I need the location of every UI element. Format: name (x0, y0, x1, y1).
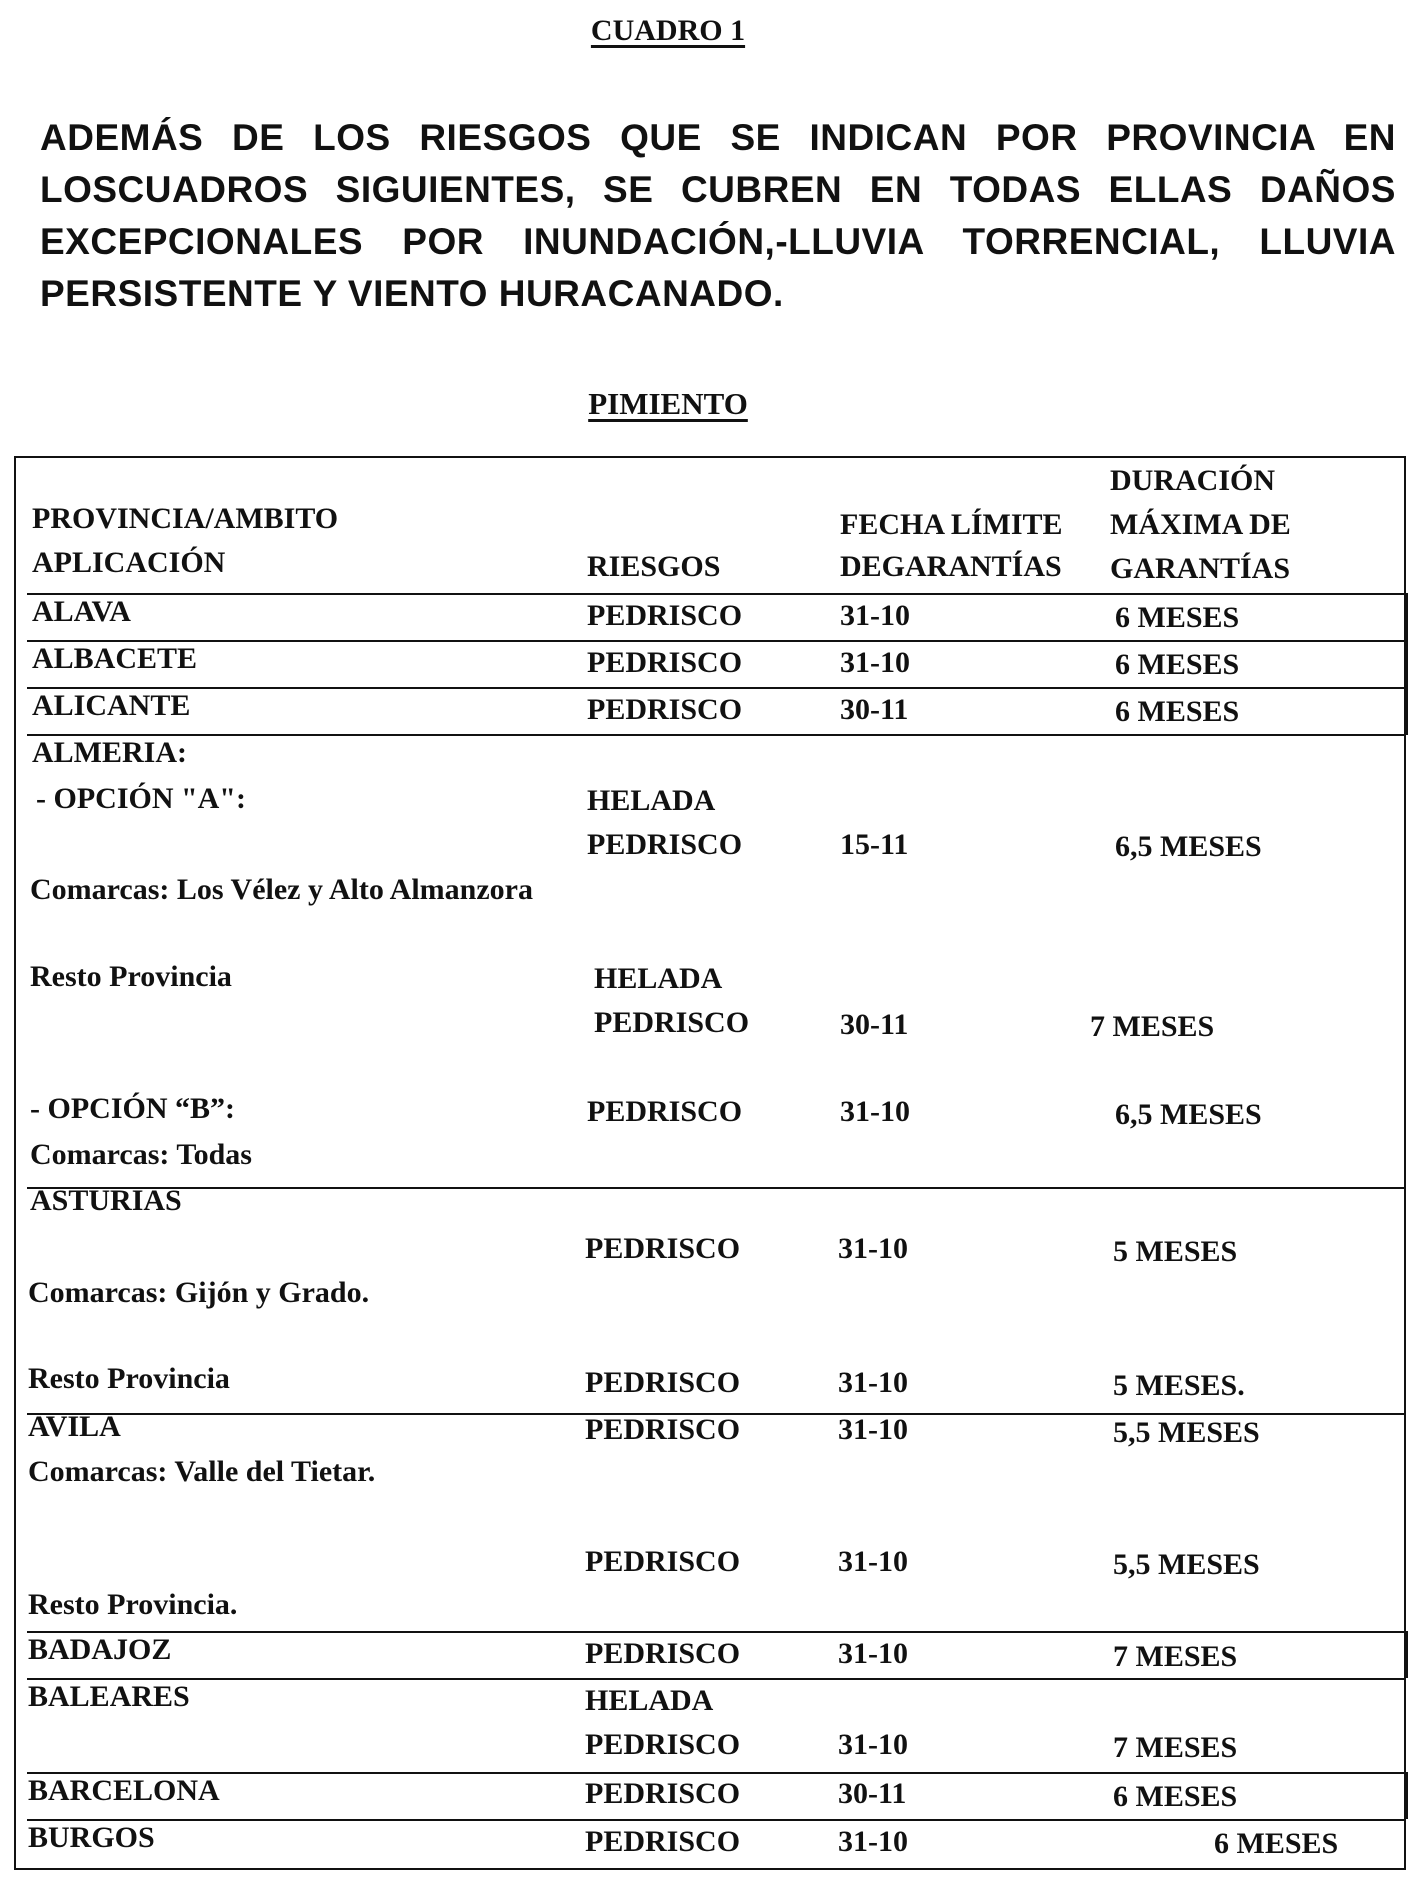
row-almeria-opcion-b: - OPCIÓN “B”: (30, 1092, 235, 1125)
row-alava-riesgo: PEDRISCO (587, 599, 743, 632)
row-burgos-provincia: BURGOS (28, 1821, 155, 1854)
row-burgos-fecha: 31-10 (838, 1825, 908, 1858)
header-riesgos: RIESGOS (587, 550, 721, 583)
row-avila-fecha-1: 31-10 (838, 1413, 908, 1446)
row-baleares-provincia: BALEARES (28, 1680, 190, 1713)
row-badajoz-fecha: 31-10 (838, 1637, 908, 1670)
row-asturias-riesgo-2: PEDRISCO (585, 1366, 741, 1399)
row-almeria-resto-duracion: 7 MESES (1090, 1010, 1215, 1043)
inner-border (1406, 593, 1408, 735)
row-avila-fecha-2: 31-10 (838, 1545, 908, 1578)
row-divider (27, 1631, 1406, 1633)
row-avila-riesgo-1: PEDRISCO (585, 1413, 741, 1446)
row-avila-duracion-1: 5,5 MESES (1113, 1416, 1260, 1449)
row-badajoz-duracion: 7 MESES (1113, 1640, 1238, 1673)
row-almeria-a-duracion: 6,5 MESES (1115, 830, 1262, 863)
row-asturias-provincia: ASTURIAS (30, 1184, 182, 1217)
row-barcelona-provincia: BARCELONA (28, 1774, 220, 1807)
row-avila-riesgo-2: PEDRISCO (585, 1545, 741, 1578)
row-almeria-b-comarcas: Comarcas: Todas (30, 1138, 252, 1171)
row-albacete-duracion: 6 MESES (1115, 648, 1240, 681)
header-provincia-line1: PROVINCIA/AMBITO (32, 502, 339, 535)
header-duracion-line1: DURACIÓN (1110, 464, 1275, 497)
row-almeria-a-fecha: 15-11 (840, 828, 909, 861)
document-title: CUADRO 1 (590, 14, 746, 47)
row-baleares-duracion: 7 MESES (1113, 1731, 1238, 1764)
row-barcelona-duracion: 6 MESES (1113, 1780, 1238, 1813)
row-asturias-resto: Resto Provincia (28, 1362, 230, 1395)
row-alava-duracion: 6 MESES (1115, 601, 1240, 634)
row-asturias-fecha-1: 31-10 (838, 1232, 908, 1265)
row-asturias-fecha-2: 31-10 (838, 1366, 908, 1399)
row-divider (27, 1187, 1406, 1189)
row-asturias-riesgo-1: PEDRISCO (585, 1232, 741, 1265)
row-almeria-b-duracion: 6,5 MESES (1115, 1098, 1262, 1131)
inner-border (1406, 1631, 1408, 1678)
row-baleares-riesgo-1: HELADA (585, 1684, 714, 1717)
row-alicante-duracion: 6 MESES (1115, 695, 1240, 728)
row-asturias-comarcas: Comarcas: Gijón y Grado. (28, 1276, 370, 1309)
row-divider (27, 734, 1406, 736)
intro-paragraph: ADEMÁS DE LOS RIESGOS QUE SE INDICAN POR PROVINCIA EN LOSCUADROS SIGUIENTES, SE CUBREN EN TODAS ELLAS DAÑOS EXCEPCIONALES POR INUNDACIÓN,-LLUVIA TORRENCIAL, LLUVIA PERSISTENTE Y VIENTO HURACANADO. (40, 117, 1396, 314)
row-almeria-resto-riesgo-1: HELADA (594, 962, 723, 995)
row-almeria-resto-riesgo-2: PEDRISCO (594, 1006, 750, 1039)
header-fecha-line1: FECHA LÍMITE (840, 508, 1063, 541)
row-alicante-riesgo: PEDRISCO (587, 693, 743, 726)
row-almeria-resto: Resto Provincia (30, 960, 232, 993)
row-avila-provincia: AVILA (28, 1410, 121, 1443)
row-badajoz-riesgo: PEDRISCO (585, 1637, 741, 1670)
row-almeria-a-riesgo-1: HELADA (587, 784, 716, 817)
row-albacete-fecha: 31-10 (840, 646, 910, 679)
header-provincia-line2: APLICACIÓN (32, 546, 226, 579)
row-barcelona-fecha: 30-11 (838, 1777, 907, 1810)
row-avila-resto: Resto Provincia. (28, 1588, 238, 1621)
row-almeria-a-riesgo-2: PEDRISCO (587, 828, 743, 861)
row-divider (27, 1772, 1406, 1774)
row-avila-comarcas: Comarcas: Valle del Tietar. (28, 1455, 376, 1488)
row-divider (27, 1678, 1406, 1680)
row-alava-fecha: 31-10 (840, 599, 910, 632)
row-divider (27, 687, 1406, 689)
row-almeria-b-fecha: 31-10 (840, 1095, 910, 1128)
header-duracion-line2: MÁXIMA DE (1110, 508, 1291, 541)
row-alava-provincia: ALAVA (32, 595, 131, 628)
row-burgos-duracion: 6 MESES (1214, 1827, 1339, 1860)
row-asturias-duracion-1: 5 MESES (1113, 1235, 1238, 1268)
row-almeria-provincia: ALMERIA: (32, 736, 187, 769)
row-asturias-duracion-2: 5 MESES. (1113, 1369, 1245, 1402)
row-alicante-provincia: ALICANTE (32, 689, 191, 722)
row-avila-duracion-2: 5,5 MESES (1113, 1548, 1260, 1581)
header-fecha-line2: DEGARANTÍAS (840, 550, 1062, 583)
row-almeria-opcion-a: - OPCIÓN "A": (36, 782, 246, 815)
row-barcelona-riesgo: PEDRISCO (585, 1777, 741, 1810)
row-divider (27, 593, 1406, 595)
row-albacete-provincia: ALBACETE (32, 642, 198, 675)
row-divider (27, 640, 1406, 642)
row-alicante-fecha: 30-11 (840, 693, 909, 726)
row-badajoz-provincia: BADAJOZ (28, 1633, 172, 1666)
row-baleares-fecha: 31-10 (838, 1728, 908, 1761)
header-duracion-line3: GARANTÍAS (1110, 552, 1291, 585)
section-title: PIMIENTO (588, 386, 748, 421)
row-almeria-a-comarcas: Comarcas: Los Vélez y Alto Almanzora (30, 873, 533, 906)
row-divider (27, 1819, 1406, 1821)
row-burgos-riesgo: PEDRISCO (585, 1825, 741, 1858)
row-albacete-riesgo: PEDRISCO (587, 646, 743, 679)
row-almeria-resto-fecha: 30-11 (840, 1008, 909, 1041)
row-almeria-b-riesgo: PEDRISCO (587, 1095, 743, 1128)
row-baleares-riesgo-2: PEDRISCO (585, 1728, 741, 1761)
inner-border (1406, 1772, 1408, 1819)
